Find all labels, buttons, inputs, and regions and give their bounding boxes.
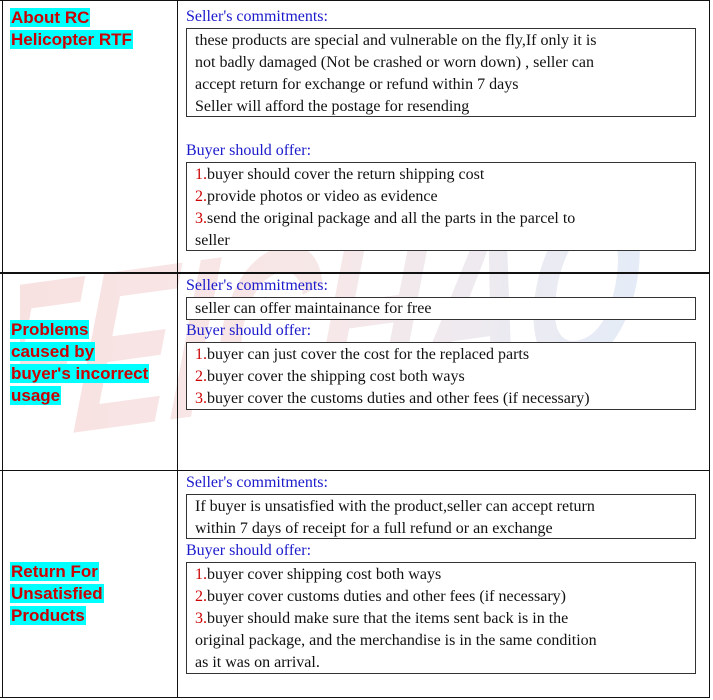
buyer-offer-box <box>186 342 696 410</box>
list-item: 1.buyer should cover the return shipping cost <box>195 166 485 183</box>
row-divider <box>0 272 710 274</box>
row-label-about-rc: About RC Helicopter RTF <box>11 8 132 49</box>
text-line: seller can offer maintainance for free <box>195 300 432 317</box>
buyer-offer-title: Buyer should offer: <box>186 322 312 339</box>
table-border-left <box>2 0 3 698</box>
text-line: within 7 days of receipt for a full refund or an exchange <box>195 520 553 537</box>
buyer-offer-title: Buyer should offer: <box>186 542 312 559</box>
list-item: 3.send the original package and all the parts in the parcel to <box>195 210 576 227</box>
list-item: seller <box>195 232 230 249</box>
list-item: 1.buyer can just cover the cost for the replaced parts <box>195 346 530 363</box>
list-item: 2.provide photos or video as evidence <box>195 188 438 205</box>
seller-commitments-title: Seller's commitments: <box>186 8 328 25</box>
seller-commitments-box <box>186 494 696 539</box>
list-item: 3.buyer cover the customs duties and other fees (if necessary) <box>195 390 590 407</box>
text-line: these products are special and vulnerable on the fly,If only it is <box>195 32 597 49</box>
buyer-offer-title: Buyer should offer: <box>186 142 312 159</box>
seller-commitments-box <box>186 28 696 117</box>
row-label-unsatisfied: Return For Unsatisfied Products <box>11 562 103 625</box>
list-item: original package, and the merchandise is in the same condition <box>195 632 597 649</box>
seller-commitments-title: Seller's commitments: <box>186 474 328 491</box>
text-line: If buyer is unsatisfied with the product,seller can accept return <box>195 498 595 515</box>
list-item: 2.buyer cover the shipping cost both ways <box>195 368 465 385</box>
text-line: Seller will afford the postage for resending <box>195 98 470 115</box>
row-divider <box>0 470 710 471</box>
text-line: not badly damaged (Not be crashed or worn down) , seller can <box>195 54 594 71</box>
table-border-top <box>0 0 710 1</box>
column-divider <box>177 0 178 698</box>
list-item: 2.buyer cover customs duties and other fees (if necessary) <box>195 588 566 605</box>
list-item: as it was on arrival. <box>195 654 320 671</box>
list-item: 1.buyer cover shipping cost both ways <box>195 566 442 583</box>
table-border-bottom <box>0 697 710 698</box>
seller-commitments-box <box>186 297 696 320</box>
table-border-right <box>709 0 710 698</box>
buyer-offer-box <box>186 162 696 251</box>
seller-commitments-title: Seller's commitments: <box>186 277 328 294</box>
buyer-offer-box <box>186 562 696 674</box>
text-line: accept return for exchange or refund within 7 days <box>195 76 519 93</box>
list-item: 3.buyer should make sure that the items sent back is in the <box>195 610 569 627</box>
row-label-incorrect-usage: Problems caused by buyer's incorrect usage <box>11 320 149 405</box>
